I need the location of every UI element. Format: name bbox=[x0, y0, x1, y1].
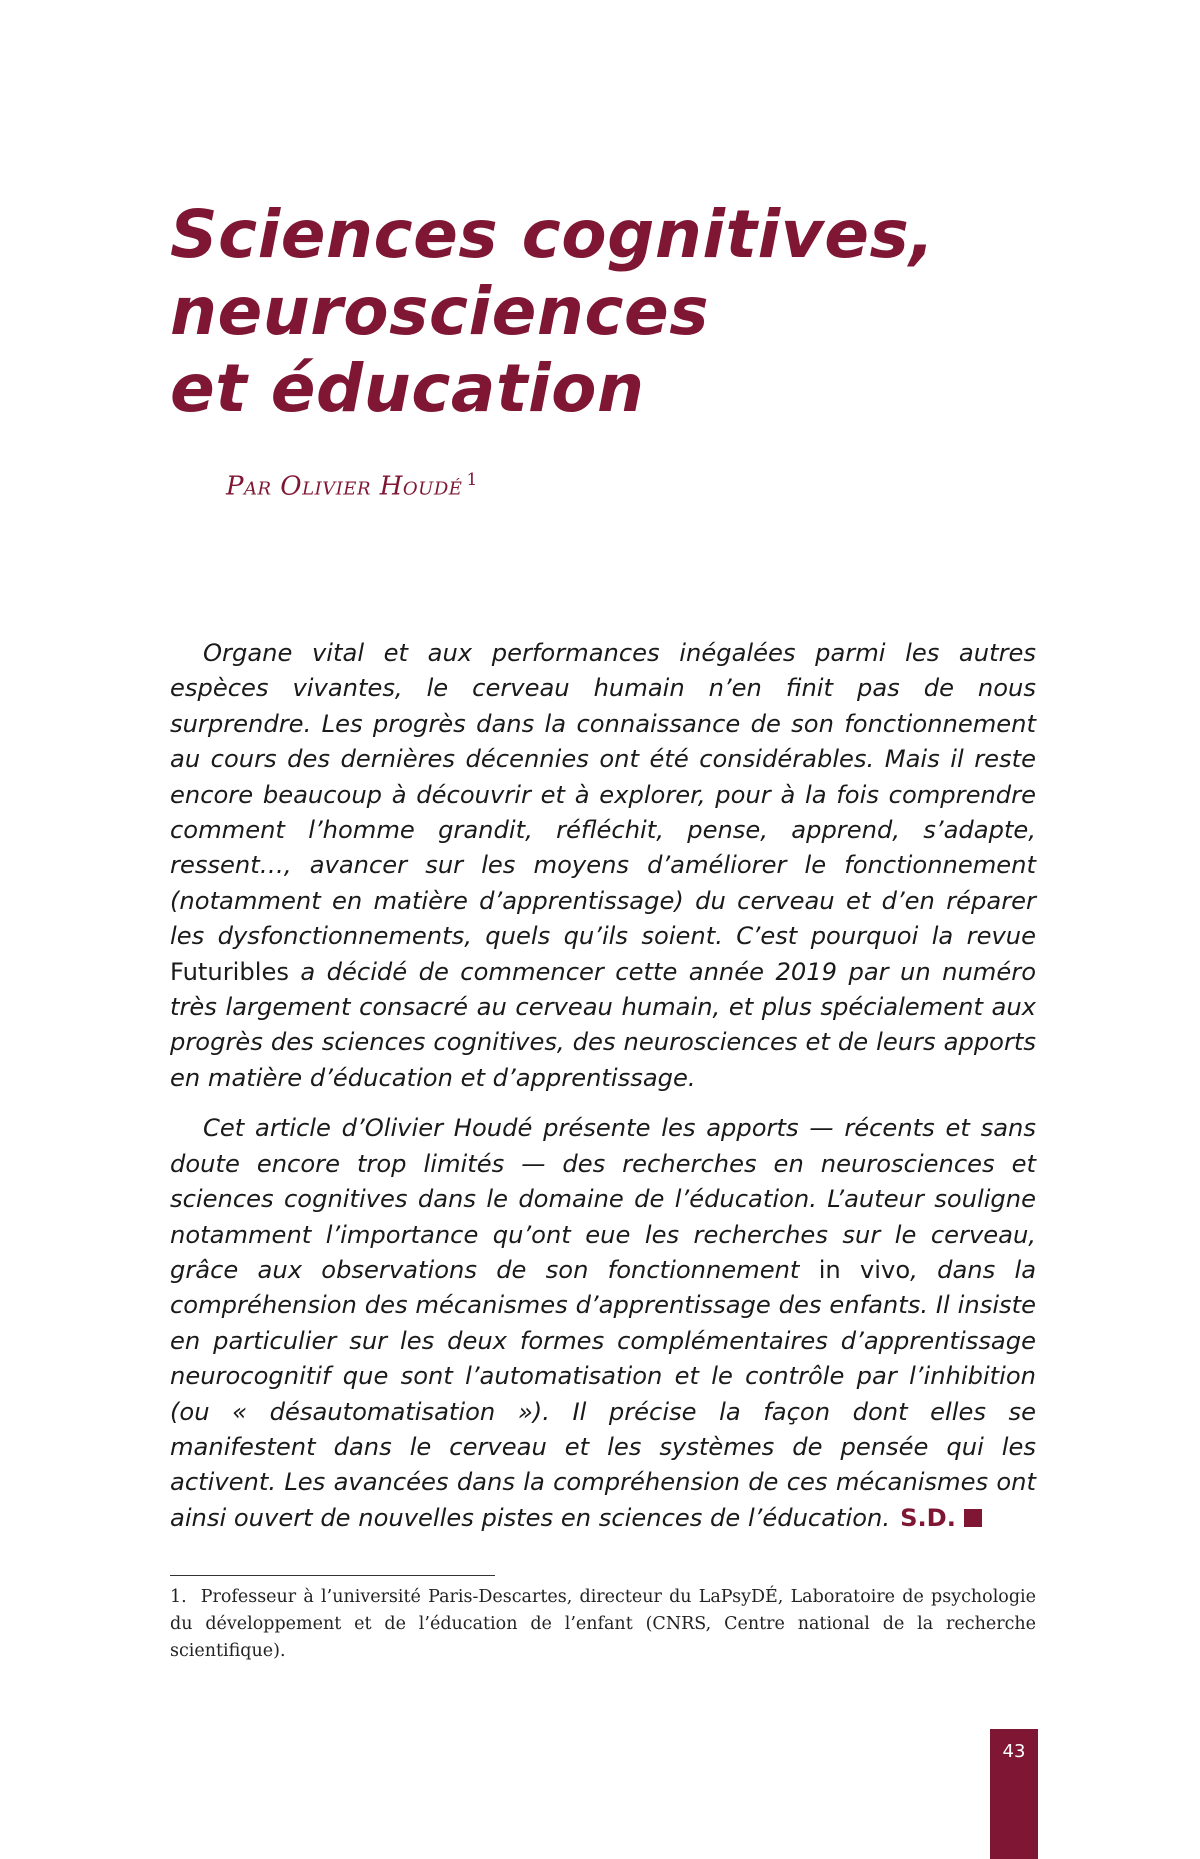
abstract-paragraph-1 bbox=[170, 636, 1036, 1096]
abstract-p1-text-a: Organe vital et aux performances inégalées parmi les autres espèces vivantes, le cerveau humain n’en finit pas de nous surprendre. Les progrès dans la connaissance de son fonctionnement au cours des dernières décennies ont été considérables. Mais il reste encore beaucoup à découvrir et à explorer, pour à la fois comprendre comment l’homme grandit, réfléchit, pense, apprend, s’adapte, ressent…, avancer sur les moyens d’améliorer le fonctionnement (notamment en matière d’apprentissage) du cerveau et d’en réparer les dysfonctionnements, quels qu’ils soient. C’est pourquoi la revue bbox=[170, 639, 1036, 951]
abstract-p1-text-b: a décidé de commencer cette année 2019 par un numéro très largement consacré au cerveau humain, et plus spécialement aux progrès des sciences cognitives, des neurosciences et de leurs apports en matière d’éducation et d’apprentissage. bbox=[170, 957, 1036, 1092]
end-mark-square-icon bbox=[964, 1509, 982, 1527]
author-byline bbox=[226, 470, 478, 502]
abstract-p2-text-b: , dans la compréhension des mécanismes d’apprentissage des enfants. Il insiste en particulier sur les deux formes complémentaires d’apprentissage neurocognitif que sont l’automatisation et le contrôle par l’inhibition (ou « désautomatisation »). Il précise la façon dont elles se manifestent dans le cerveau et les systèmes de pensée qui les activent. Les avancées dans la compréhension de ces mécanismes ont ainsi ouvert de nouvelles pistes en sciences de l’éducation. bbox=[170, 1255, 1037, 1532]
footnote bbox=[170, 1584, 1036, 1665]
title-line-3: et éducation bbox=[170, 350, 645, 427]
abstract-paragraph-2 bbox=[170, 1111, 1036, 1536]
journal-name: Futuribles bbox=[170, 957, 289, 986]
title-line-2: neurosciences bbox=[170, 273, 710, 350]
footnote-text: Professeur à l’université Paris-Descartes, directeur du LaPsyDÉ, Laboratoire de psychologie du développement et de l’éducation de l’enfant (CNRS, Centre national de la recherche scientifique). bbox=[170, 1587, 1036, 1661]
editor-signature: S.D. bbox=[900, 1503, 956, 1532]
footnote-reference[interactable]: 1 bbox=[466, 470, 478, 490]
abstract-p2-text-a: Cet article d’Olivier Houdé présente les apports — récents et sans doute encore trop limités — des recherches en neurosciences et sciences cognitives dans le domaine de l’éducation. L’auteur souligne notamment l’importance qu’ont eue les recherches sur le cerveau, grâce aux observations de son fonctionnement bbox=[170, 1114, 1036, 1284]
page-number-tab bbox=[990, 1729, 1038, 1859]
author-name: Par Olivier Houdé bbox=[226, 471, 463, 502]
abstract bbox=[170, 636, 1036, 1536]
footnote-number: 1. bbox=[170, 1587, 187, 1607]
article-title bbox=[170, 196, 1070, 427]
title-line-1: Sciences cognitives, bbox=[170, 196, 935, 273]
page-number: 43 bbox=[1002, 1741, 1026, 1762]
in-vivo-term: in vivo bbox=[818, 1255, 911, 1284]
footnote-divider bbox=[170, 1575, 495, 1576]
